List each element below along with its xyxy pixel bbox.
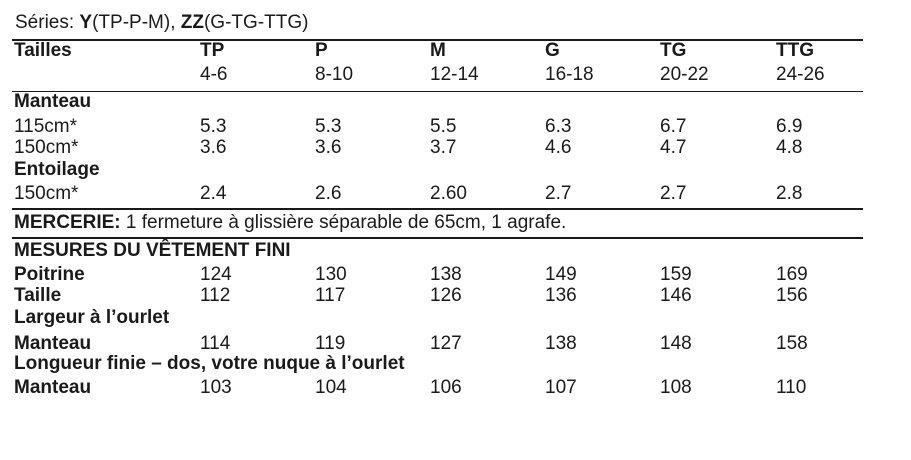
measure-value: 126 <box>430 285 462 306</box>
yardage-value: 6.7 <box>660 116 687 137</box>
mercerie-label: MERCERIE: <box>14 212 121 233</box>
mercerie-row <box>0 212 911 234</box>
divider-mercerie-bottom <box>12 237 863 239</box>
measure-value: 169 <box>776 264 808 285</box>
measure-value: 159 <box>660 264 692 285</box>
entoilage-heading-row <box>0 159 911 181</box>
measure-value: 108 <box>660 377 692 398</box>
fabric-width-label: 150cm* <box>14 137 79 158</box>
table-row <box>0 377 911 399</box>
measure-value: 130 <box>315 264 347 285</box>
yardage-value: 5.5 <box>430 116 457 137</box>
mercerie-text: 1 fermeture à glissière séparable de 65cm, 1 agrafe. <box>120 212 567 233</box>
yardage-value: 5.3 <box>315 116 342 137</box>
table-row <box>0 116 911 138</box>
size-code: TTG <box>776 40 814 61</box>
measure-value: 149 <box>545 264 577 285</box>
yardage-value: 4.8 <box>776 137 803 158</box>
size-range: 12-14 <box>430 64 479 85</box>
measure-value: 117 <box>315 285 346 306</box>
measure-value: 158 <box>776 333 808 354</box>
measure-value: 114 <box>200 333 231 354</box>
measure-value: 104 <box>315 377 347 398</box>
series-prefix: Séries: <box>15 12 80 33</box>
size-range: 20-22 <box>660 64 709 85</box>
divider-mercerie-top <box>12 208 863 210</box>
size-code: G <box>545 40 560 61</box>
yardage-value: 6.3 <box>545 116 572 137</box>
yardage-value: 2.7 <box>545 183 572 204</box>
measure-value: 138 <box>545 333 577 354</box>
table-row <box>0 285 911 307</box>
size-code: TG <box>660 40 687 61</box>
table-row <box>0 333 911 355</box>
size-ranges-row <box>0 64 911 86</box>
yardage-value: 4.7 <box>660 137 687 158</box>
size-codes-row <box>0 40 911 62</box>
measure-value: 127 <box>430 333 462 354</box>
measure-value: 138 <box>430 264 462 285</box>
longueur-heading: Longueur finie – dos, votre nuque à l’ourlet <box>14 353 405 374</box>
yardage-value: 5.3 <box>200 116 227 137</box>
measure-value: 107 <box>545 377 577 398</box>
size-code: TP <box>200 40 225 61</box>
entoilage-heading: Entoilage <box>14 159 100 180</box>
measure-label: Manteau <box>14 333 92 354</box>
yardage-value: 4.6 <box>545 137 572 158</box>
size-code: P <box>315 40 328 61</box>
measure-value: 136 <box>545 285 577 306</box>
measure-value: 156 <box>776 285 808 306</box>
mesures-heading: MESURES DU VÊTEMENT FINI <box>14 240 291 261</box>
table-row <box>0 183 911 205</box>
series-y-code: Y <box>79 12 93 33</box>
largeur-heading-row <box>0 307 911 329</box>
measure-value: 103 <box>200 377 232 398</box>
sizes-label: Tailles <box>14 40 72 61</box>
yardage-value: 2.6 <box>315 183 342 204</box>
yardage-value: 2.7 <box>660 183 687 204</box>
manteau-heading: Manteau <box>14 91 92 112</box>
fabric-width-label: 150cm* <box>14 183 79 204</box>
yardage-value: 2.60 <box>430 183 467 204</box>
mesures-heading-row <box>0 240 911 262</box>
fabric-width-label: 115cm* <box>14 116 78 137</box>
manteau-heading-row <box>0 91 911 113</box>
size-range: 8-10 <box>315 64 354 85</box>
table-row <box>0 264 911 286</box>
measure-value: 106 <box>430 377 462 398</box>
table-row <box>0 137 911 159</box>
size-range: 16-18 <box>545 64 594 85</box>
yardage-value: 3.6 <box>315 137 342 158</box>
measure-label: Taille <box>14 285 62 306</box>
measure-value: 146 <box>660 285 692 306</box>
yardage-value: 3.7 <box>430 137 457 158</box>
series-y-sizes: (TP-P-M), <box>92 12 181 33</box>
yardage-value: 3.6 <box>200 137 227 158</box>
yardage-value: 2.4 <box>200 183 227 204</box>
series-line <box>15 12 308 34</box>
measure-label: Poitrine <box>14 264 85 285</box>
measure-value: 148 <box>660 333 692 354</box>
measure-value: 110 <box>776 377 807 398</box>
measure-value: 119 <box>315 333 346 354</box>
size-range: 4-6 <box>200 64 228 85</box>
size-code: M <box>430 40 446 61</box>
largeur-heading: Largeur à l’ourlet <box>14 307 170 328</box>
series-zz-code: ZZ <box>180 12 204 33</box>
series-zz-sizes: (G-TG-TTG) <box>203 12 309 33</box>
yardage-value: 6.9 <box>776 116 803 137</box>
measure-value: 124 <box>200 264 232 285</box>
size-range: 24-26 <box>776 64 825 85</box>
measure-label: Manteau <box>14 377 92 398</box>
longueur-heading-row <box>0 353 911 375</box>
yardage-value: 2.8 <box>776 183 803 204</box>
measure-value: 112 <box>200 285 231 306</box>
